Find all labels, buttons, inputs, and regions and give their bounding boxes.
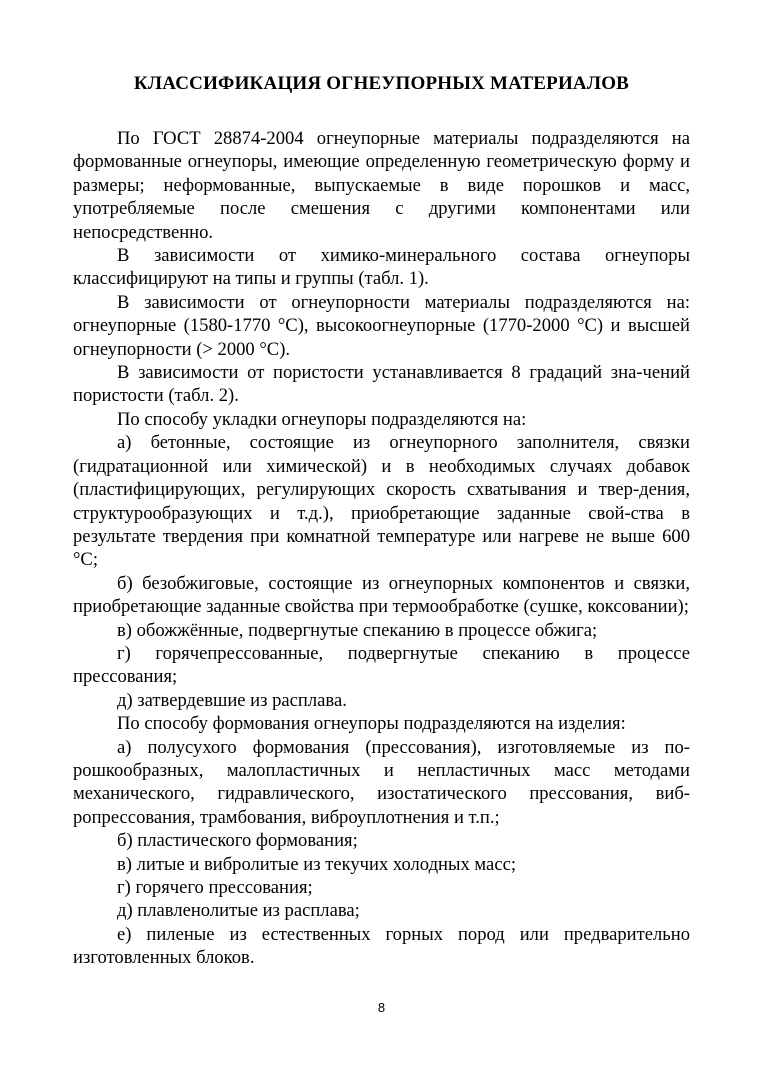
list-item-forming-b: б) пластического формования;	[117, 830, 358, 852]
list-item-laying-b: б) безобжиговые, состоящие из огнеупорных компонентов и связки, приобретающие заданные свойства при термообработке (сушке, коксовании);	[73, 572, 690, 618]
paragraph-gost: По ГОСТ 28874-2004 огнеупорные материалы подразделяются на формованные огнеупоры, имеющие определенную геометрическую форму и размеры; неформованные, выпускаемые в виде порошков и масс, употребляемые после смешения с другими компонентами или непосредственно.	[73, 128, 690, 243]
list-item-forming-f: е) пиленые из естественных горных пород или предварительно изготовленных блоков.	[73, 923, 690, 969]
list-item-forming-a: а) полусухого формования (прессования), изготовляемые из по-рошкообразных, малопластичных и непластичных масс методами механического, гидравлического, изостатического прессования, виб-ропрессования, трамбования, виброуплотнения и т.п.;	[73, 736, 690, 828]
page-title: КЛАССИФИКАЦИЯ ОГНЕУПОРНЫХ МАТЕРИАЛОВ	[133, 73, 630, 94]
list-item-laying-c: в) обожжённые, подвергнутые спеканию в процессе обжига;	[117, 619, 598, 641]
list-item-laying-d: г) горячепрессованные, подвергнутые спеканию в процессе прессования;	[73, 642, 690, 688]
body-text	[73, 127, 690, 970]
paragraph-laying-intro: По способу укладки огнеупоры подразделяются на:	[117, 408, 527, 430]
list-item-laying-e: д) затвердевшие из расплава.	[117, 689, 347, 711]
paragraph-refractoriness: В зависимости от огнеупорности материалы подразделяются на: огнеупорные (1580-1770 °С), высокоогнеупорные (1770-2000 °С) и высшей огнеупорности (> 2000 °С).	[73, 291, 690, 360]
document-page	[73, 70, 690, 970]
list-item-forming-d: г) горячего прессования;	[117, 877, 313, 898]
list-item-laying-a: а) бетонные, состоящие из огнеупорного заполнителя, связки (гидратационной или химической) и в необходимых случаях добавок (пластифицирующих, регулирующих скорость схватывания и твер-дения, структурообразующих и т.д.), приобретающие заданные свой-ства в результате твердения при комнатной температуре или нагреве не выше 600 °С;	[73, 432, 690, 571]
paragraph-forming-intro: По способу формования огнеупоры подразделяются на изделия:	[117, 713, 626, 735]
paragraph-chemical: В зависимости от химико-минерального состава огнеупоры классифицируют на типы и группы (табл. 1).	[73, 245, 690, 290]
page-number: 8	[377, 1000, 386, 1015]
list-item-forming-e: д) плавленолитые из расплава;	[117, 900, 360, 922]
list-item-forming-c: в) литые и вибролитые из текучих холодных масс;	[117, 853, 516, 875]
paragraph-porosity: В зависимости от пористости устанавливается 8 градаций зна-чений пористости (табл. 2).	[73, 362, 690, 407]
